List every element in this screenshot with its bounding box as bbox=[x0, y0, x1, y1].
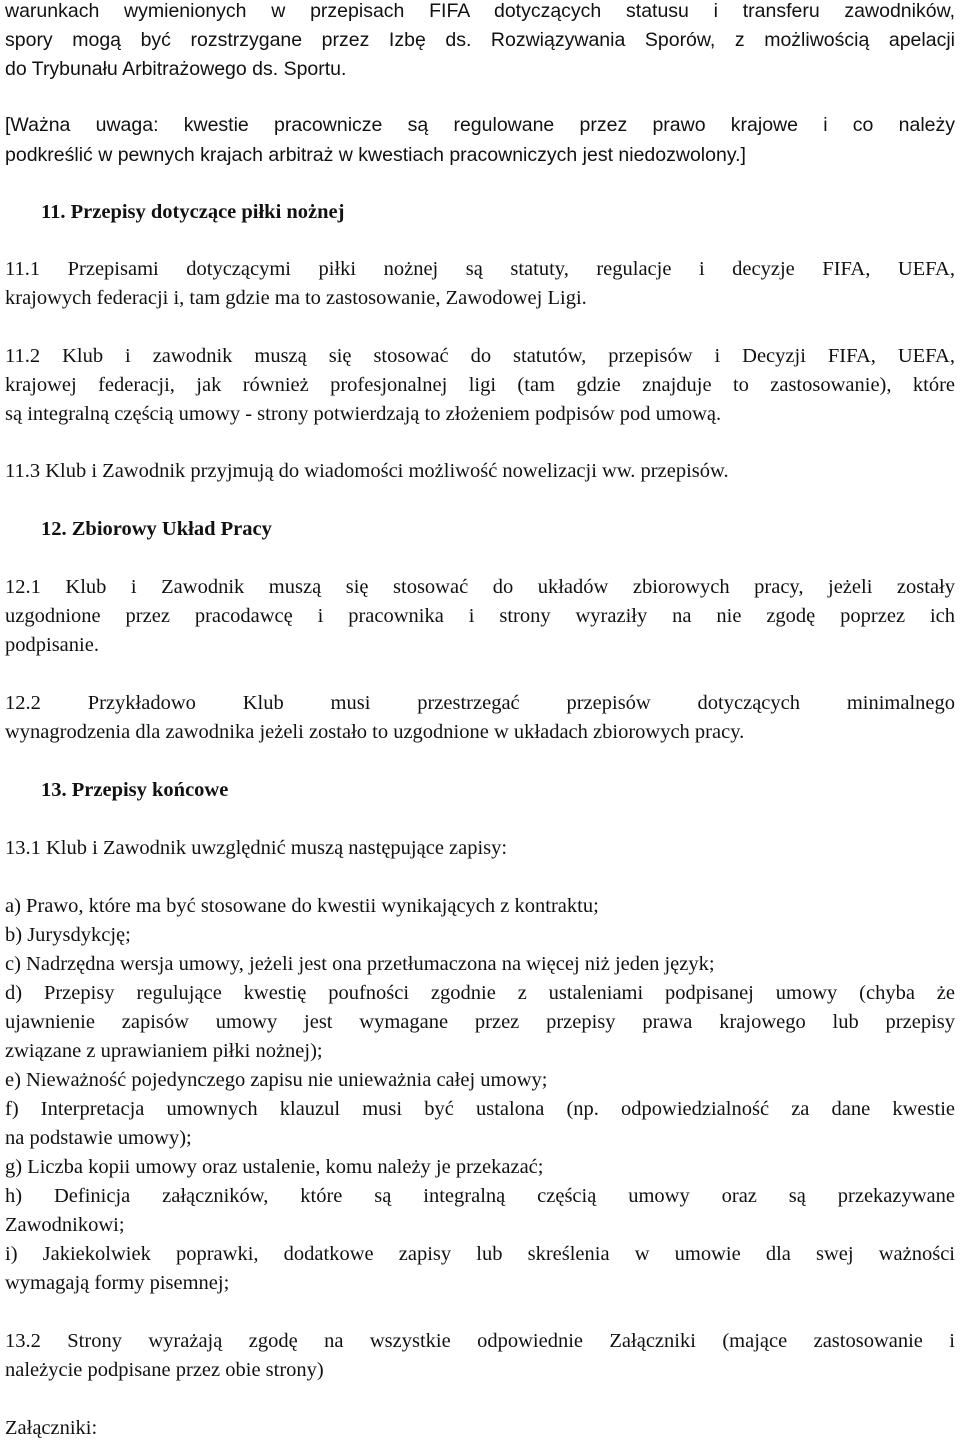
para-11-1-line-1: 11.1 Przepisami dotyczącymi piłki nożnej są statuty, regulacje i decyzje FIFA, UEFA, bbox=[5, 258, 955, 280]
list-item-e: e) Nieważność pojedynczego zapisu nie unieważnia całej umowy; bbox=[5, 1069, 548, 1091]
list-item-c: c) Nadrzędna wersja umowy, jeżeli jest ona przetłumaczona na więcej niż jeden język; bbox=[5, 953, 715, 975]
section-11-heading: 11. Przepisy dotyczące piłki nożnej bbox=[41, 201, 345, 223]
list-item-f-line-2: na podstawie umowy); bbox=[5, 1127, 192, 1149]
para-11-2-line-2: krajowej federacji, jak również profesjonalnej ligi (tam gdzie znajduje to zastosowanie), które bbox=[5, 374, 955, 396]
para-13-2-line-1: 13.2 Strony wyrażają zgodę na wszystkie odpowiednie Załączniki (mające zastosowanie i bbox=[5, 1330, 955, 1352]
list-item-a: a) Prawo, które ma być stosowane do kwestii wynikających z kontraktu; bbox=[5, 895, 599, 917]
list-item-d-line-3: związane z uprawianiem piłki nożnej); bbox=[5, 1040, 323, 1062]
section-13-heading: 13. Przepisy końcowe bbox=[41, 779, 229, 801]
intro-line-3: do Trybunału Arbitrażowego ds. Sportu. bbox=[5, 58, 347, 80]
note-line-2: podkreślić w pewnych krajach arbitraż w kwestiach pracowniczych jest niedozwolony.] bbox=[5, 144, 746, 166]
note-line-1: [Ważna uwaga: kwestie pracownicze są regulowane przez prawo krajowe i co należy bbox=[5, 114, 955, 136]
para-11-3: 11.3 Klub i Zawodnik przyjmują do wiadomości możliwość nowelizacji ww. przepisów. bbox=[5, 460, 729, 482]
list-item-d-line-2: ujawnienie zapisów umowy jest wymagane przez przepisy prawa krajowego lub przepisy bbox=[5, 1011, 955, 1033]
list-item-b: b) Jurysdykcję; bbox=[5, 924, 131, 946]
list-item-f-line-1: f) Interpretacja umownych klauzul musi być ustalona (np. odpowiedzialność za dane kwestie bbox=[5, 1098, 955, 1120]
list-item-d-line-1: d) Przepisy regulujące kwestię poufności zgodnie z ustaleniami podpisanej umowy (chyba że bbox=[5, 982, 955, 1004]
para-12-2-line-1: 12.2 Przykładowo Klub musi przestrzegać przepisów dotyczących minimalnego bbox=[5, 692, 955, 714]
para-11-2-line-3: są integralną częścią umowy - strony potwierdzają to złożeniem podpisów pod umową. bbox=[5, 403, 722, 425]
list-item-i-line-1: i) Jakiekolwiek poprawki, dodatkowe zapisy lub skreślenia w umowie dla swej ważności bbox=[5, 1243, 955, 1265]
para-12-2-line-2: wynagrodzenia dla zawodnika jeżeli zostało to uzgodnione w układach zbiorowych pracy. bbox=[5, 721, 745, 743]
para-13-1: 13.1 Klub i Zawodnik uwzględnić muszą następujące zapisy: bbox=[5, 837, 508, 859]
attachments-label: Załączniki: bbox=[5, 1417, 98, 1439]
para-12-1-line-1: 12.1 Klub i Zawodnik muszą się stosować do układów zbiorowych pracy, jeżeli zostały bbox=[5, 576, 955, 598]
para-13-2-line-2: należycie podpisane przez obie strony) bbox=[5, 1359, 324, 1381]
para-11-1-line-2: krajowych federacji i, tam gdzie ma to zastosowanie, Zawodowej Ligi. bbox=[5, 287, 587, 309]
para-11-2-line-1: 11.2 Klub i zawodnik muszą się stosować do statutów, przepisów i Decyzji FIFA, UEFA, bbox=[5, 345, 955, 367]
intro-line-2: spory mogą być rozstrzygane przez Izbę ds. Rozwiązywania Sporów, z możliwością apelacji bbox=[5, 29, 955, 51]
intro-line-1: warunkach wymienionych w przepisach FIFA dotyczących statusu i transferu zawodników, bbox=[5, 0, 955, 22]
para-12-1-line-3: podpisanie. bbox=[5, 634, 99, 656]
para-12-1-line-2: uzgodnione przez pracodawcę i pracownika i strony wyraziły na nie zgodę poprzez ich bbox=[5, 605, 955, 627]
list-item-g: g) Liczba kopii umowy oraz ustalenie, komu należy je przekazać; bbox=[5, 1156, 544, 1178]
list-item-h-line-2: Zawodnikowi; bbox=[5, 1214, 125, 1236]
section-12-heading: 12. Zbiorowy Układ Pracy bbox=[41, 518, 272, 540]
list-item-i-line-2: wymagają formy pisemnej; bbox=[5, 1272, 230, 1294]
list-item-h-line-1: h) Definicja załączników, które są integralną częścią umowy oraz są przekazywane bbox=[5, 1185, 955, 1207]
